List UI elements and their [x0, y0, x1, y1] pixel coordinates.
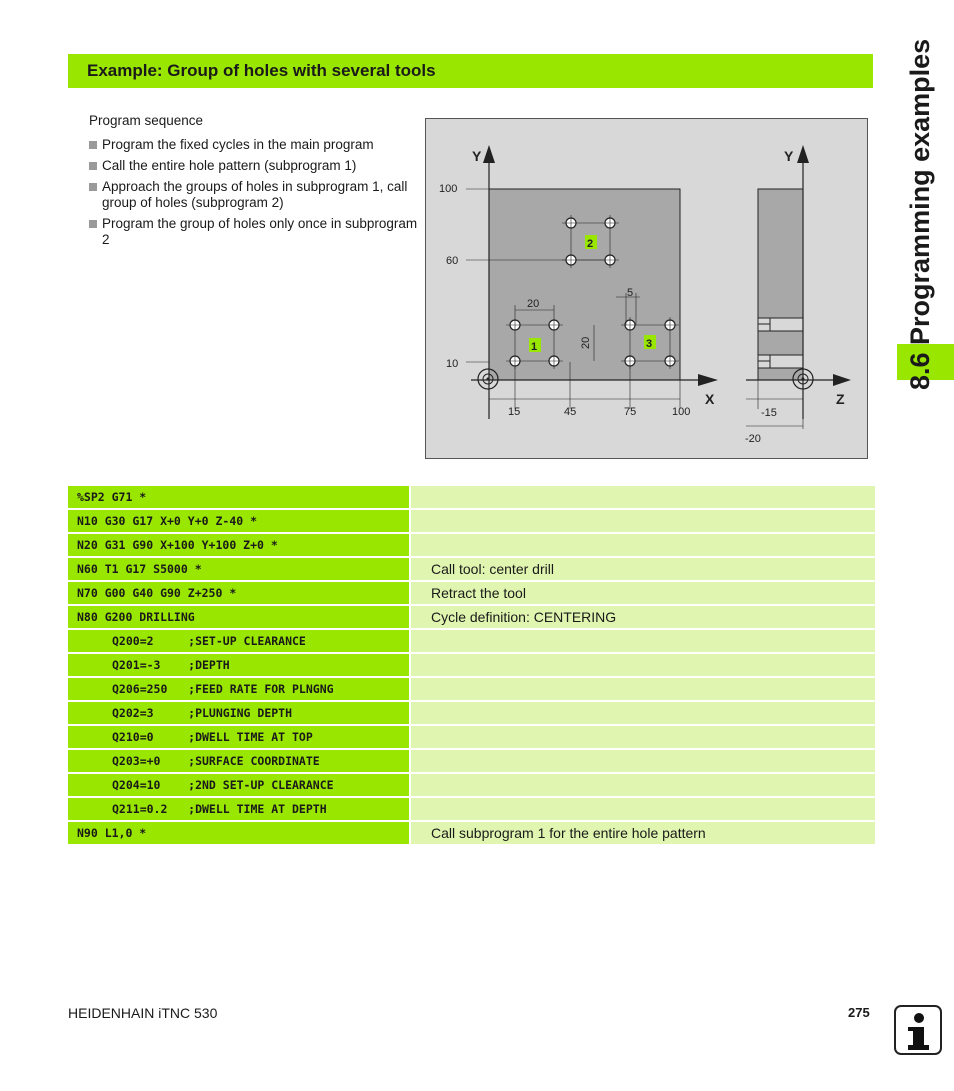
axis-label-z: Z: [836, 391, 845, 407]
chapter-side-title: 8.6 Programming examples: [905, 38, 935, 390]
table-row: [68, 702, 875, 724]
nc-comment: [411, 486, 875, 508]
nc-comment: [411, 798, 875, 820]
x-tick-label: 45: [564, 406, 577, 418]
info-icon: [894, 1005, 942, 1055]
front-view-plate: [489, 189, 680, 380]
nc-comment: [411, 774, 875, 796]
nc-code-line: Q201=-3 ;DEPTH: [68, 654, 409, 676]
z-axis-arrow-icon: [833, 374, 851, 386]
nc-code-line: N60 T1 G17 S5000 *: [68, 558, 409, 580]
list-item: Program the group of holes only once in subprogram 2: [89, 216, 419, 248]
list-item: Program the fixed cycles in the main program: [89, 137, 419, 153]
section-header: [68, 54, 873, 88]
x-tick-label: 100: [672, 406, 691, 418]
square-bullet-icon: [89, 220, 97, 228]
z-tick-label: -15: [761, 407, 777, 419]
x-axis-arrow-icon: [698, 374, 718, 386]
nc-comment: [411, 630, 875, 652]
nc-comment: Retract the tool: [411, 582, 875, 604]
nc-comment: [411, 726, 875, 748]
nc-code-line: N20 G31 G90 X+100 Y+100 Z+0 *: [68, 534, 409, 556]
dimension-label: 20: [527, 298, 540, 310]
table-row: [68, 822, 875, 844]
group-label: 3: [646, 338, 653, 350]
table-row: [68, 486, 875, 508]
table-row: [68, 630, 875, 652]
table-row: [68, 774, 875, 796]
table-row: [68, 558, 875, 580]
nc-comment: [411, 534, 875, 556]
table-row: [68, 726, 875, 748]
nc-comment: [411, 678, 875, 700]
table-row: [68, 510, 875, 532]
list-item: Approach the groups of holes in subprogram 1, call group of holes (subprogram 2): [89, 179, 419, 211]
table-row: [68, 654, 875, 676]
axis-label-x: X: [705, 391, 715, 407]
page-number: 275: [848, 1005, 870, 1020]
table-row: [68, 606, 875, 628]
program-sequence-list: [89, 137, 419, 248]
axis-label-y: Y: [784, 148, 794, 164]
axis-label-y: Y: [472, 148, 482, 164]
y-tick-label: 60: [446, 255, 459, 267]
footer-product: HEIDENHAIN iTNC 530: [68, 1005, 218, 1021]
section-header-title: Example: Group of holes with several tools: [87, 61, 436, 80]
nc-code-line: N90 L1,0 *: [68, 822, 409, 844]
list-item: Call the entire hole pattern (subprogram 1): [89, 158, 419, 174]
program-sequence-heading: Program sequence: [89, 113, 204, 128]
nc-code-line: Q206=250 ;FEED RATE FOR PLNGNG: [68, 678, 409, 700]
x-tick-label: 75: [624, 406, 637, 418]
nc-comment: [411, 510, 875, 532]
dimension-label: 20: [580, 336, 592, 349]
table-row: [68, 798, 875, 820]
nc-comment: Call subprogram 1 for the entire hole pattern: [411, 822, 875, 844]
group-label: 2: [587, 238, 594, 250]
program-listing: [68, 486, 875, 846]
nc-comment: [411, 702, 875, 724]
hole-pattern-drawing: [425, 118, 868, 459]
square-bullet-icon: [89, 183, 97, 191]
x-tick-label: 15: [508, 406, 521, 418]
y-axis-arrow-icon: [797, 145, 809, 163]
group-label: 1: [531, 341, 538, 353]
square-bullet-icon: [89, 162, 97, 170]
nc-comment: [411, 654, 875, 676]
nc-code-line: Q202=3 ;PLUNGING DEPTH: [68, 702, 409, 724]
nc-code-line: Q204=10 ;2ND SET-UP CLEARANCE: [68, 774, 409, 796]
square-bullet-icon: [89, 141, 97, 149]
dimension-label: 5: [627, 287, 634, 299]
nc-code-line: N70 G00 G40 G90 Z+250 *: [68, 582, 409, 604]
nc-code-line: N80 G200 DRILLING: [68, 606, 409, 628]
y-tick-label: 100: [439, 183, 458, 195]
table-row: [68, 534, 875, 556]
y-tick-label: 10: [446, 358, 459, 370]
nc-code-line: N10 G30 G17 X+0 Y+0 Z-40 *: [68, 510, 409, 532]
nc-comment: [411, 750, 875, 772]
nc-comment: Call tool: center drill: [411, 558, 875, 580]
z-tick-label: -20: [745, 433, 761, 445]
nc-code-line: Q200=2 ;SET-UP CLEARANCE: [68, 630, 409, 652]
program-sequence: [89, 113, 419, 253]
side-view-plate: [758, 189, 803, 380]
table-row: [68, 750, 875, 772]
y-axis-arrow-icon: [483, 145, 495, 163]
nc-comment: Cycle definition: CENTERING: [411, 606, 875, 628]
nc-code-line: %SP2 G71 *: [68, 486, 409, 508]
nc-code-line: Q210=0 ;DWELL TIME AT TOP: [68, 726, 409, 748]
nc-code-line: Q211=0.2 ;DWELL TIME AT DEPTH: [68, 798, 409, 820]
nc-code-line: Q203=+0 ;SURFACE COORDINATE: [68, 750, 409, 772]
table-row: [68, 678, 875, 700]
table-row: [68, 582, 875, 604]
drawing-svg: [426, 119, 869, 460]
